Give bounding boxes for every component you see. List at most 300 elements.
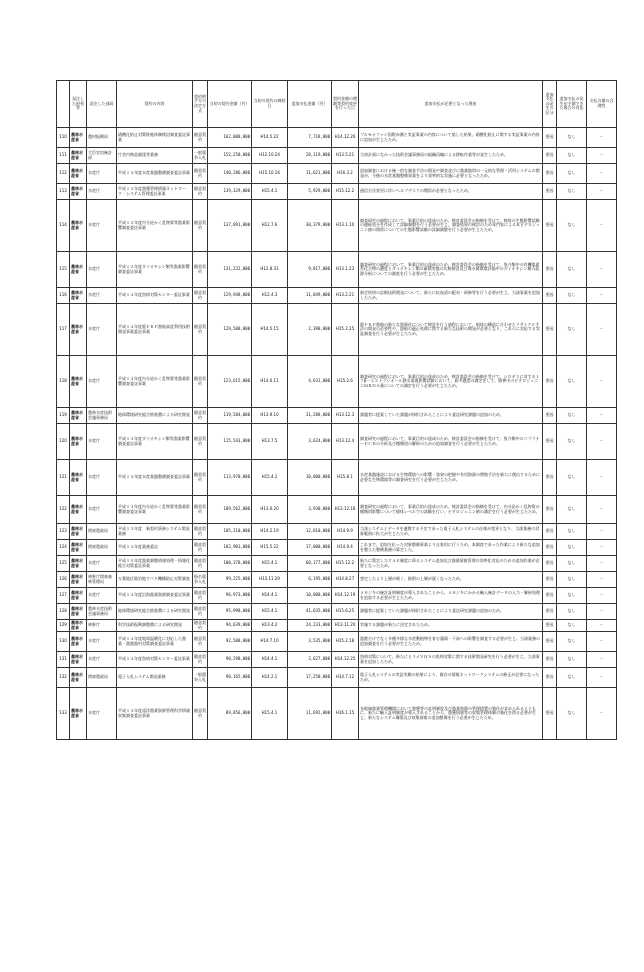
bureau-cell: 水産庁 — [87, 184, 117, 200]
ministry-cell: 農林水産省 — [70, 424, 87, 460]
method-cell: 随意契約 — [193, 524, 208, 540]
contract-content-cell: 平成１５年度水産基盤整備調査委託事業 — [117, 164, 193, 184]
predictability-cell: なし — [557, 588, 587, 604]
method-cell: 随意契約 — [193, 356, 208, 408]
table-row — [57, 288, 617, 304]
change-date-cell: H15.6.25 — [332, 604, 359, 620]
initial-date-cell: H13.4.2 — [252, 620, 288, 632]
reason-cell: 新定疾病の診断技術開発について、新たに抗血清の配布・研修等を行う必要が生じ、当該事業を追加したため。 — [359, 288, 543, 304]
contract-content-cell: 平成１４年度地球温暖化に対応した漁業・漁港漁村対策調査委託事業 — [117, 632, 193, 652]
row-number: 114 — [57, 200, 70, 252]
predictability-cell: なし — [557, 288, 587, 304]
initial-date-cell: H14.5.22 — [252, 128, 288, 148]
initial-date-cell: H15.4.1 — [252, 604, 288, 620]
predictability-cell: なし — [557, 652, 587, 668]
category-cell: 要因 — [543, 524, 557, 540]
reason-cell: 廃ＦＲＰ漁船の新たな資源化について検討を行う過程において、船体の構造に合わせたリサイクル手法の開発の必要性や、漁船の適正処理に関する新たな技術の開発が必要となり、これらに対応する実証調査を行う必要が生じたため。 — [359, 304, 543, 356]
bureau-cell: 水産庁 — [87, 652, 117, 668]
initial-amount-cell: 115,543,000 — [208, 424, 252, 460]
row-number: 120 — [57, 424, 70, 460]
initial-date-cell: H13.7.5 — [252, 424, 288, 460]
additional-amount-cell: 28,119,000 — [288, 148, 332, 164]
table-row — [57, 148, 617, 164]
initial-date-cell: H13.11.29 — [252, 572, 288, 588]
initial-date-cell: H15.4.1 — [252, 184, 288, 200]
header-category: 追加支払の発生の区分 — [543, 81, 557, 128]
reason-cell: 調査研究の過程において、事業目的の達成のため、検討委員会の指摘を受けて、検体の生態影響試験の連続処分を作成して詳細調整を行う必要が生じ、調査結果の検討のため専門家による本ビテロジェニン値の関係についての生態影響試験の詳細調整を行う必要が生じたため。 — [359, 200, 543, 252]
category-cell: 要因 — [543, 460, 557, 496]
predictability-cell: なし — [557, 356, 587, 408]
change-date-cell: H13.1.23 — [332, 252, 359, 288]
category-cell: 要因 — [543, 632, 557, 652]
bureau-cell: 水産庁 — [87, 556, 117, 572]
ministry-cell: 農林水産省 — [70, 604, 87, 620]
category-cell: 要因 — [543, 184, 557, 200]
initial-amount-cell: 129,500,000 — [208, 304, 252, 356]
predictability-cell: なし — [557, 460, 587, 496]
bureau-cell: 農村振興局 — [87, 128, 117, 148]
predictability-cell: なし — [557, 540, 587, 556]
change-date-cell: H13.12.18 — [332, 496, 359, 524]
predictability-cell: なし — [557, 556, 587, 572]
predictability-cell: なし — [557, 668, 587, 688]
reasonableness-cell: － — [587, 304, 617, 356]
category-cell: 要因 — [543, 688, 557, 740]
predictability-cell: なし — [557, 184, 587, 200]
ministry-cell: 農林水産省 — [70, 540, 87, 556]
row-number: 126 — [57, 572, 70, 588]
ministry-cell: 農林水産省 — [70, 128, 87, 148]
method-cell: 一般競争入札 — [193, 148, 208, 164]
predictability-cell: なし — [557, 164, 587, 184]
contract-table — [56, 80, 617, 740]
table-body — [57, 128, 617, 740]
initial-date-cell: H15.4.1 — [252, 688, 288, 740]
bureau-cell: 水産庁 — [87, 424, 117, 460]
initial-date-cell: H12.4.3 — [252, 288, 288, 304]
additional-amount-cell: 10,800,000 — [288, 588, 332, 604]
initial-date-cell: H14.2.1 — [252, 668, 288, 688]
change-date-cell: H14.12.19 — [332, 588, 359, 604]
bureau-cell: 大臣官房統計部 — [87, 148, 117, 164]
reasonableness-cell: － — [587, 184, 617, 200]
reasonableness-cell: － — [587, 632, 617, 652]
header-ministry: 発注した府省等 — [70, 81, 87, 128]
additional-amount-cell: 41,635,000 — [288, 604, 332, 620]
contract-content-cell: 硝酸化防止対策推進体制検討調査委託事業 — [117, 128, 193, 148]
bureau-cell: 水産庁 — [87, 496, 117, 524]
table-row — [57, 632, 617, 652]
ministry-cell: 農林水産省 — [70, 288, 87, 304]
additional-amount-cell: 31,288,000 — [288, 408, 332, 424]
contract-table-sheet — [56, 80, 616, 740]
contract-content-cell: 地球環境研究総合推進費による研究開発 — [117, 408, 193, 424]
reason-cell: 当初計画になかった技術会議事務局の組織再編による移転作業等が発生したため。 — [359, 148, 543, 164]
initial-date-cell: H12.10.24 — [252, 148, 288, 164]
table-header-row — [57, 81, 617, 128]
predictability-cell: なし — [557, 128, 587, 148]
method-cell: 随意契約 — [193, 496, 208, 524]
initial-amount-cell: 137,891,000 — [208, 200, 252, 252]
contract-content-cell: 電子入札システム開発業務 — [117, 668, 193, 688]
table-row — [57, 604, 617, 620]
table-row — [57, 620, 617, 632]
predictability-cell: なし — [557, 604, 587, 620]
row-number: 125 — [57, 556, 70, 572]
reason-cell: 魚病対策について、新たにヒラメＶＨＳの魚病対策に関する技術開発研究を行う必要が生じ、当該事業を追加したため。 — [359, 652, 543, 668]
category-cell: 要因 — [543, 304, 557, 356]
category-cell: 要因 — [543, 200, 557, 252]
row-number: 115 — [57, 252, 70, 288]
method-cell: 随意契約 — [193, 128, 208, 148]
reasonableness-cell: － — [587, 252, 617, 288]
category-cell: 要因 — [543, 356, 557, 408]
ministry-cell: 農林水産省 — [70, 668, 87, 688]
category-cell: 要因 — [543, 148, 557, 164]
change-date-cell: H15.12.2 — [332, 184, 359, 200]
initial-date-cell: H13.9.10 — [252, 408, 288, 424]
contract-content-cell: 平成１５年度漁業調整情報処理・情報化総合対策委託事業 — [117, 556, 193, 572]
contract-content-cell: 平成１４年度内分泌かく乱物質等漁業影響調査委託事業 — [117, 356, 193, 408]
predictability-cell: なし — [557, 424, 587, 460]
bureau-cell: 水産庁 — [87, 632, 117, 652]
reason-cell: 電子入札システムの実証実験の結果により、既存の情報ネットワークシステムの修正が必要になったため。 — [359, 668, 543, 688]
header-initial-date: 当初の契約の締結日 — [252, 81, 288, 128]
row-number: 127 — [57, 588, 70, 604]
reasonableness-cell: － — [587, 496, 617, 524]
reason-cell: 調査研究の過程において、事業目的の達成のため、検討委員会の指摘を受けて、シロギスに対する１７β－エストラジオール熱水溶液影響試験において、血中濃度の測定をして、卵黄中のビテロジェニンｍＲＮＡ量についての測定を行う必要が生じたため。 — [359, 356, 543, 408]
row-number: 124 — [57, 540, 70, 556]
method-cell: 随意契約 — [193, 252, 208, 288]
method-cell: 随意契約 — [193, 688, 208, 740]
initial-amount-cell: 102,901,000 — [208, 540, 252, 556]
table-row — [57, 128, 617, 148]
table-row — [57, 356, 617, 408]
additional-amount-cell: 9,817,000 — [288, 252, 332, 288]
change-date-cell: H15.2.6 — [332, 356, 359, 408]
header-content: 契約の内容 — [117, 81, 193, 128]
initial-amount-cell: 89,856,000 — [208, 688, 252, 740]
predictability-cell: なし — [557, 572, 587, 588]
row-number: 130 — [57, 632, 70, 652]
change-date-cell: H13.5.21 — [332, 148, 359, 164]
method-cell: 随意契約 — [193, 200, 208, 252]
method-cell: 随意契約 — [193, 588, 208, 604]
ministry-cell: 農林水産省 — [70, 164, 87, 184]
bureau-cell: 水産庁 — [87, 288, 117, 304]
additional-amount-cell: 12,810,000 — [288, 524, 332, 540]
reason-cell: 調査研究の過程において、事業目的の達成のため、検討委員会の指摘を受けて、魚介類中の有機塩素系化合物の濃度とダイオキシン類の蓄積実態の比較検討及び海水棲環境評価中のダイオキシン類の起源分析についての調査を行う必要が生じたため。 — [359, 252, 543, 288]
initial-amount-cell: 95,998,000 — [208, 604, 252, 620]
category-cell: 要因 — [543, 288, 557, 304]
ministry-cell: 農林水産省 — [70, 148, 87, 164]
ministry-cell: 農林水産省 — [70, 524, 87, 540]
table-row — [57, 164, 617, 184]
initial-amount-cell: 99,225,000 — [208, 572, 252, 588]
predictability-cell: なし — [557, 304, 587, 356]
reasonableness-cell: － — [587, 128, 617, 148]
category-cell: 要因 — [543, 588, 557, 604]
initial-date-cell: H13.6.20 — [252, 496, 288, 524]
initial-amount-cell: 119,584,000 — [208, 408, 252, 424]
contract-content-cell: 庁舎内物品調達等業務 — [117, 148, 193, 164]
ministry-cell: 農林水産省 — [70, 356, 87, 408]
method-cell: 随意契約 — [193, 556, 208, 572]
reason-cell: これまで、追加支払った対象整備事業より自家用に行うため、本調査であった作業により新たな追加を整えた整備業務の算定した。 — [359, 540, 543, 556]
contract-content-cell: 平成１５年度水産基盤整備調査委託事業 — [117, 460, 193, 496]
contract-content-cell: 平成１５年度業務委託 — [117, 540, 193, 556]
table-row — [57, 460, 617, 496]
initial-amount-cell: 92,500,000 — [208, 632, 252, 652]
contract-content-cell: 平成１３年度 新契約事務システム開発業務 — [117, 524, 193, 540]
reasonableness-cell: － — [587, 460, 617, 496]
category-cell: 要因 — [543, 408, 557, 424]
category-cell: 要因 — [543, 620, 557, 632]
header-method: 契約相手方の決定方式 — [193, 81, 208, 128]
ministry-cell: 農林水産省 — [70, 588, 87, 604]
ministry-cell: 農林水産省 — [70, 304, 87, 356]
initial-date-cell: H14.5.15 — [252, 304, 288, 356]
initial-amount-cell: 152,250,000 — [208, 148, 252, 164]
reasonableness-cell: － — [587, 164, 617, 184]
row-number: 122 — [57, 496, 70, 524]
row-number: 119 — [57, 408, 70, 424]
contract-content-cell: 科学技術振興調整費による研究開発 — [117, 620, 193, 632]
reason-cell: 漁港だけでなく多種多様な水産動植物を育む藻場・干潟への影響を調査する必要が生じ、当該業務の追加調査を行う必要が生じたため。 — [359, 632, 543, 652]
change-date-cell: H14.9.4 — [332, 540, 359, 556]
change-date-cell: H15.12.2 — [332, 556, 359, 572]
initial-amount-cell: 131,232,000 — [208, 252, 252, 288]
table-row — [57, 652, 617, 668]
row-number: 111 — [57, 148, 70, 164]
reason-cell: メカジキの統計証明制度が導入されたことから、メカジキにかかる輸入統計データの入力・解析処理を追加する必要が生じたため。 — [359, 588, 543, 604]
additional-amount-cell: 7,718,000 — [288, 128, 332, 148]
ministry-cell: 農林水産省 — [70, 200, 87, 252]
reason-cell: 課題者に提案していた課題が採択されたことにより委託研究課題の追加のため。 — [359, 604, 543, 620]
additional-amount-cell: 11,621,000 — [288, 164, 332, 184]
method-cell: 随意契約 — [193, 424, 208, 460]
reasonableness-cell: － — [587, 424, 617, 460]
additional-amount-cell: 2,390,000 — [288, 304, 332, 356]
ministry-cell: 農林水産省 — [70, 688, 87, 740]
table-row — [57, 524, 617, 540]
category-cell: 要因 — [543, 252, 557, 288]
change-date-cell: H14.9.9 — [332, 524, 359, 540]
reasonableness-cell: － — [587, 620, 617, 632]
ministry-cell: 農林水産省 — [70, 620, 87, 632]
bureau-cell: 関東農政局 — [87, 540, 117, 556]
reason-cell: プルモナファン国際赤潮と実証事業の内容について協した結果、硝酸化防止に関する実証事業の内容に追加が生じたため。 — [359, 128, 543, 148]
initial-amount-cell: 96,973,000 — [208, 588, 252, 604]
reasonableness-cell: － — [587, 540, 617, 556]
header-no — [57, 81, 70, 128]
bureau-cell: 林野庁 — [87, 620, 117, 632]
contract-content-cell: 平成１２年度内分泌かく乱物質等漁業影響調査委託事業 — [117, 200, 193, 252]
predictability-cell: なし — [557, 496, 587, 524]
change-date-cell: H13.2.21 — [332, 288, 359, 304]
row-number: 123 — [57, 524, 70, 540]
method-cell: 一般競争入札 — [193, 668, 208, 688]
change-date-cell: H16.1.15 — [332, 688, 359, 740]
table-row — [57, 424, 617, 460]
table-row — [57, 572, 617, 588]
header-reason: 追加支払が必要となった理由 — [359, 81, 543, 128]
method-cell: 随意契約 — [193, 540, 208, 556]
category-cell: 要因 — [543, 496, 557, 524]
ministry-cell: 農林水産省 — [70, 460, 87, 496]
method-cell: 随意契約 — [193, 184, 208, 200]
predictability-cell: なし — [557, 688, 587, 740]
method-cell: 随意契約 — [193, 288, 208, 304]
additional-amount-cell: 4,631,000 — [288, 356, 332, 408]
row-number: 116 — [57, 288, 70, 304]
additional-amount-cell: 24,233,000 — [288, 620, 332, 632]
header-reasonableness: 支払の額の合理性 — [587, 81, 617, 128]
category-cell: 要因 — [543, 556, 557, 572]
initial-amount-cell: 129,948,000 — [208, 288, 252, 304]
ministry-cell: 農林水産省 — [70, 556, 87, 572]
initial-date-cell: H15.10.16 — [252, 164, 288, 184]
initial-date-cell: H15.4.1 — [252, 460, 288, 496]
change-date-cell: H13.11.20 — [332, 620, 359, 632]
ministry-cell: 農林水産省 — [70, 572, 87, 588]
additional-amount-cell: 10,000,000 — [288, 460, 332, 496]
reason-cell: 通信方法変更に伴いヘルプデスクの増員が必要となったため。 — [359, 184, 543, 200]
initial-amount-cell: 94,639,000 — [208, 620, 252, 632]
initial-date-cell: H14.7.10 — [252, 632, 288, 652]
predictability-cell: なし — [557, 524, 587, 540]
method-cell: 指名競争入札 — [193, 572, 208, 588]
change-date-cell: H15.2.25 — [332, 304, 359, 356]
predictability-cell: なし — [557, 408, 587, 424]
reason-cell: 水産基盤施設における生物環境への影響・効果の把握や有用資源の増殖手法を新たに創出するために必要な生物環境等の調査研究を行う必要が生じたため。 — [359, 460, 543, 496]
reason-cell: 想定したより上層が硬く、掘削の上層が遅くなったため。 — [359, 572, 543, 588]
additional-amount-cell: 17,000,000 — [288, 540, 332, 556]
reasonableness-cell: － — [587, 288, 617, 304]
predictability-cell: なし — [557, 148, 587, 164]
reasonableness-cell: － — [587, 524, 617, 540]
row-number: 128 — [57, 604, 70, 620]
reasonableness-cell: － — [587, 572, 617, 588]
reason-cell: 追加調査における統一的な調査手法の開発や調査並びに漁業地帯の一元的な管理・活用システムの開発が、今後の水産基盤整備事業をより効率的な実施に必要となったため。 — [359, 164, 543, 184]
initial-date-cell: H15.5.22 — [252, 540, 288, 556]
change-date-cell: H16.3.2 — [332, 164, 359, 184]
initial-amount-cell: 90,165,000 — [208, 668, 252, 688]
reason-cell: 課題者に提案していた課題が採択されたことにより委託研究課題の追加のため。 — [359, 408, 543, 424]
contract-content-cell: 平成１４年度魚病対策センター委託事業 — [117, 288, 193, 304]
initial-amount-cell: 162,000,000 — [208, 128, 252, 148]
reason-cell: 当該システムとデータを連携する予定であった電子入札システムの仕様が変更となり、当該業務の対象範囲に拡大が生じたため。 — [359, 524, 543, 540]
bureau-cell: 水産庁 — [87, 304, 117, 356]
contract-content-cell: 万葉地区除泊地すべり機構防止対策調査 — [117, 572, 193, 588]
header-bureau: 発注した部局 — [87, 81, 117, 128]
reasonableness-cell: － — [587, 604, 617, 620]
contract-content-cell: 平成１２年度ダイオキシン類等漁業影響調査委託事業 — [117, 252, 193, 288]
contract-content-cell: 地球環境研究総合推進費による研究開発 — [117, 604, 193, 620]
reason-cell: 調査研究の過程において、事業目的の達成のため、検討委員会の指摘を受けて、魚介類中のコプラナーＰＣＢの分析及び種類別の解析のための追加調査を行う必要が生じたため。 — [359, 424, 543, 460]
change-date-cell: H13.1.10 — [332, 200, 359, 252]
row-number: 110 — [57, 128, 70, 148]
predictability-cell: なし — [557, 200, 587, 252]
initial-amount-cell: 105,210,000 — [208, 524, 252, 540]
initial-date-cell: H14.6.11 — [252, 356, 288, 408]
category-cell: 要因 — [543, 128, 557, 148]
change-date-cell: H15.2.18 — [332, 632, 359, 652]
change-date-cell: H14.12.26 — [332, 128, 359, 148]
row-number: 121 — [57, 460, 70, 496]
table-row — [57, 252, 617, 288]
predictability-cell: なし — [557, 632, 587, 652]
table-row — [57, 408, 617, 424]
header-change-date: 契約金額の増額等契約変更を行った日 — [332, 81, 359, 128]
additional-amount-cell: 2,627,000 — [288, 652, 332, 668]
ministry-cell: 農林水産省 — [70, 252, 87, 288]
contract-content-cell: 平成１４年度廃ＦＲＰ漁船高度利用技術開発事業委託事業 — [117, 304, 193, 356]
initial-date-cell: H14.2.19 — [252, 524, 288, 540]
method-cell: 随意契約 — [193, 604, 208, 620]
table-row — [57, 668, 617, 688]
contract-content-cell: 平成１４年度沿海漁業資源調査委託事業 — [117, 588, 193, 604]
initial-date-cell: H14.4.1 — [252, 588, 288, 604]
ministry-cell: 農林水産省 — [70, 496, 87, 524]
additional-amount-cell: 60,177,000 — [288, 556, 332, 572]
table-row — [57, 496, 617, 524]
reasonableness-cell: － — [587, 556, 617, 572]
category-cell: 要因 — [543, 652, 557, 668]
row-number: 117 — [57, 304, 70, 356]
reason-cell: 実施する課題が新たに決定されたため。 — [359, 620, 543, 632]
bureau-cell: 水産庁 — [87, 688, 117, 740]
row-number: 133 — [57, 688, 70, 740]
ministry-cell: 農林水産省 — [70, 408, 87, 424]
change-date-cell: H15.8.1 — [332, 460, 359, 496]
reasonableness-cell: － — [587, 356, 617, 408]
additional-amount-cell: 3,624,000 — [288, 424, 332, 460]
bureau-cell: 水産庁 — [87, 460, 117, 496]
table-row — [57, 200, 617, 252]
category-cell: 要因 — [543, 668, 557, 688]
reasonableness-cell: － — [587, 408, 617, 424]
bureau-cell: 水産庁 — [87, 200, 117, 252]
initial-date-cell: H15.4.1 — [252, 556, 288, 572]
contract-content-cell: 平成１３年度ダイオキシン類等漁業影響調査委託事業 — [117, 424, 193, 460]
bureau-cell: 水産庁 — [87, 588, 117, 604]
category-cell: 要因 — [543, 572, 557, 588]
bureau-cell: 水産庁 — [87, 164, 117, 184]
category-cell: 要因 — [543, 164, 557, 184]
row-number: 129 — [57, 620, 70, 632]
row-number: 118 — [57, 356, 70, 408]
initial-amount-cell: 123,615,000 — [208, 356, 252, 408]
additional-amount-cell: 11,049,000 — [288, 288, 332, 304]
table-row — [57, 540, 617, 556]
table-row — [57, 688, 617, 740]
method-cell: 随意契約 — [193, 460, 208, 496]
bureau-cell: 農林水産技術会議事務局 — [87, 408, 117, 424]
header-predictability: 追加支払の発生が予測できた場合の対応 — [557, 81, 587, 128]
contract-content-cell: 平成１５年度漁獲管理情報ネットワーク・システム管理委託事業 — [117, 184, 193, 200]
table-row — [57, 588, 617, 604]
reasonableness-cell: － — [587, 200, 617, 252]
method-cell: 随意契約 — [193, 408, 208, 424]
initial-amount-cell: 109,562,000 — [208, 496, 252, 524]
ministry-cell: 農林水産省 — [70, 632, 87, 652]
reasonableness-cell: － — [587, 588, 617, 604]
change-date-cell: H14.7.12 — [332, 668, 359, 688]
method-cell: 随意契約 — [193, 632, 208, 652]
bureau-cell: 関東農政局 — [87, 668, 117, 688]
change-date-cell: H13.12.4 — [332, 424, 359, 460]
